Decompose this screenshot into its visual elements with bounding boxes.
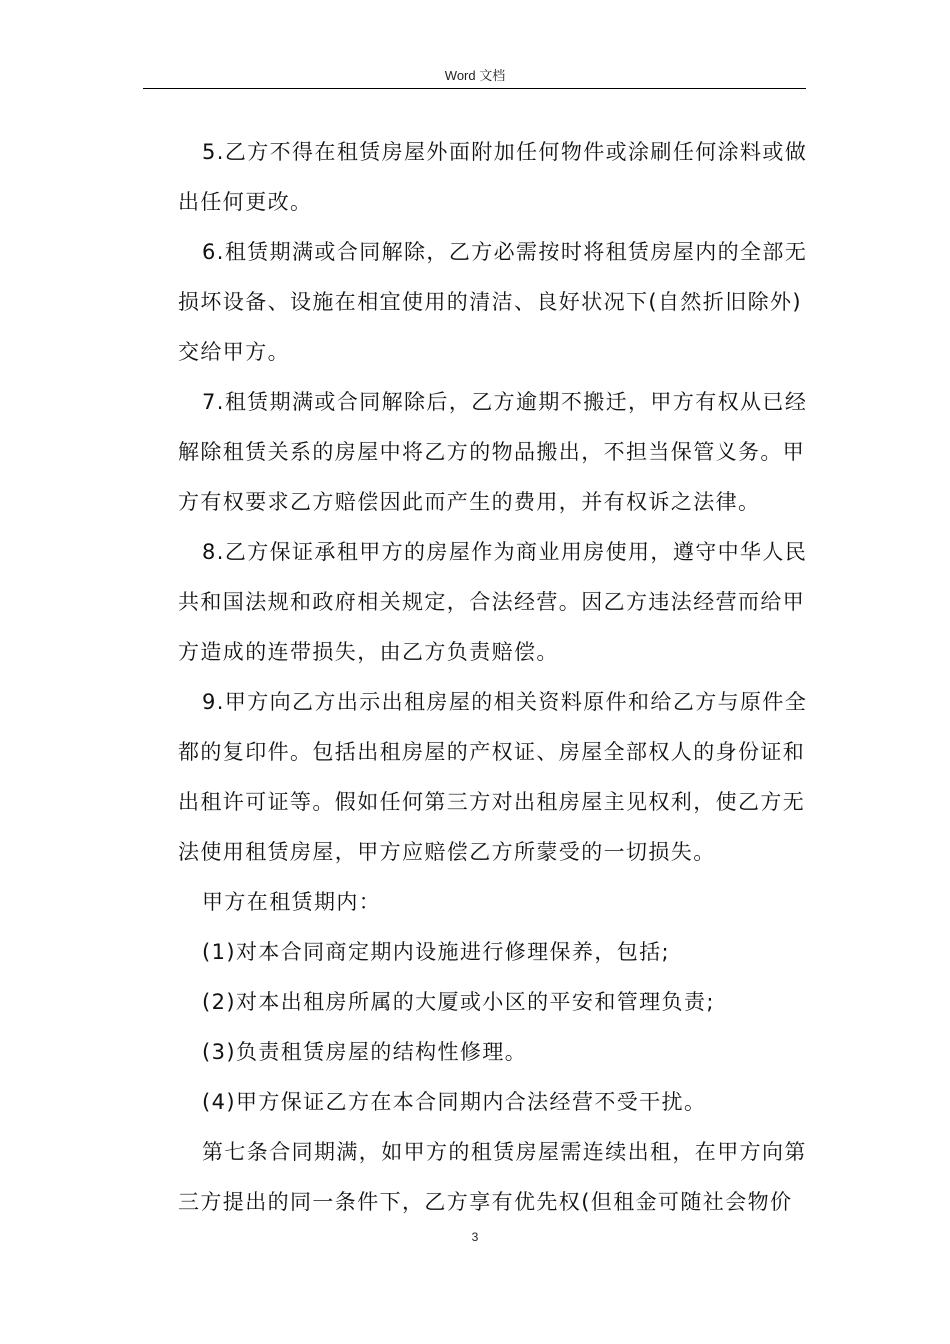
paragraph-duty-2: (2)对本出租房所属的大厦或小区的平安和管理负责; <box>202 990 715 1014</box>
paragraph-clause-7: 7.租赁期满或合同解除后，乙方逾期不搬迁，甲方有权从已经解除租赁关系的房屋中将乙方的物品搬出，不担当保管义务。甲方有权要求乙方赔偿因此而产生的费用，并有权诉之法律。 <box>178 390 808 514</box>
paragraph-clause-6: 6.租赁期满或合同解除，乙方必需按时将租赁房屋内的全部无损坏设备、设施在相宜使用的清洁、良好状况下(自然折旧除外)交给甲方。 <box>178 240 808 364</box>
paragraph-duty-3: (3)负责租赁房屋的结构性修理。 <box>202 1040 528 1064</box>
paragraph-clause-8: 8.乙方保证承租甲方的房屋作为商业用房使用，遵守中华人民共和国法规和政府相关规定，合法经营。因乙方违法经营而给甲方造成的连带损失，由乙方负责赔偿。 <box>178 540 808 664</box>
paragraph-article-7: 第七条合同期满，如甲方的租赁房屋需连续出租，在甲方向第三方提出的同一条件下，乙方享有优先权(但租金可随社会物价 <box>178 1140 807 1214</box>
paragraph-clause-9: 9.甲方向乙方出示出租房屋的相关资料原件和给乙方与原件全都的复印件。包括出租房屋的产权证、房屋全部权人的身份证和出租许可证等。假如任何第三方对出租房屋主见权利，使乙方无法使用租赁房屋，甲方应赔偿乙方所蒙受的一切损失。 <box>178 690 808 864</box>
document-header-title: Word 文档 <box>444 68 506 83</box>
paragraph-party-a-duties-heading: 甲方在租赁期内： <box>202 890 382 914</box>
header-divider <box>143 88 806 89</box>
page-number: 3 <box>471 1230 479 1244</box>
document-body <box>178 127 818 1227</box>
paragraph-clause-5: 5.乙方不得在租赁房屋外面附加任何物件或涂刷任何涂料或做出任何更改。 <box>178 140 808 214</box>
paragraph-duty-1: (1)对本合同商定期内设施进行修理保养，包括; <box>202 940 671 964</box>
paragraph-duty-4: (4)甲方保证乙方在本合同期内合法经营不受干扰。 <box>202 1090 707 1114</box>
